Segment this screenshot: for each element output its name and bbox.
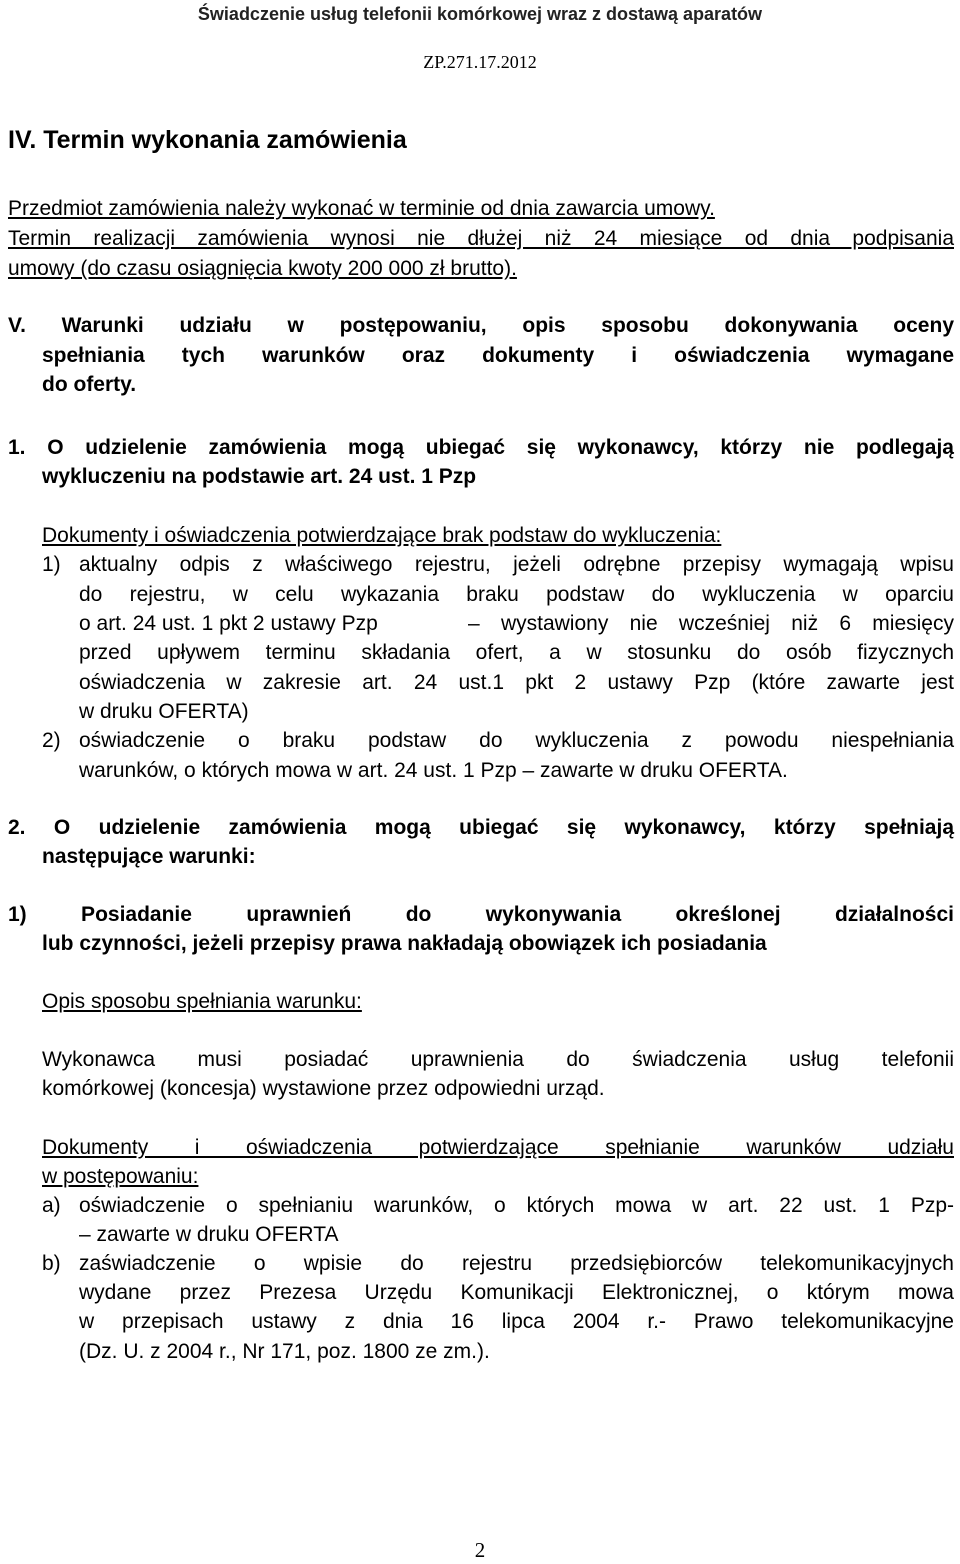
participation-docs-heading-line-1: Dokumenty i oświadczenia potwierdzające spełnianie warunków udziału — [42, 1136, 954, 1159]
list-marker: a) — [42, 1194, 61, 1217]
exclusion-item-2-line: warunków, o których mowa w art. 24 ust. 1 Pzp – zawarte w druku OFERTA. — [79, 759, 788, 782]
participation-docs-heading-line-2: w postępowaniu: — [42, 1165, 199, 1188]
section-iv-line-1: Przedmiot zamówienia należy wykonać w terminie od dnia zawarcia umowy. — [8, 197, 715, 220]
fulfilment-method-line-1: Wykonawca musi posiadać uprawnienia do świadczenia usług telefonii — [42, 1048, 954, 1071]
section-iv-line-2: Termin realizacji zamówienia wynosi nie dłużej niż 24 miesiące od dnia podpisania — [8, 227, 954, 250]
point-1-line-1: 1. O udzielenie zamówienia mogą ubiegać się wykonawcy, którzy nie podlegają — [8, 436, 954, 459]
page-number: 2 — [474, 1538, 486, 1562]
document-b-line: w przepisach ustawy z dnia 16 lipca 2004 r.- Prawo telekomunikacyjne — [79, 1310, 954, 1333]
list-marker: b) — [42, 1252, 61, 1275]
fulfilment-method-heading: Opis sposobu spełniania warunku: — [42, 990, 362, 1013]
exclusion-item-1-line: do rejestru, w celu wykazania braku podstaw do wykluczenia w oparciu — [79, 583, 954, 606]
exclusion-item-1-line-tail: – wystawiony nie wcześniej niż 6 miesięcy — [468, 612, 954, 635]
document-a-line: – zawarte w druku OFERTA — [79, 1223, 339, 1246]
point-1-line-2: wykluczeniu na podstawie art. 24 ust. 1 Pzp — [42, 465, 477, 488]
exclusion-item-1-line: o art. 24 ust. 1 pkt 2 ustawy Pzp — [79, 612, 378, 635]
document-b-line: wydane przez Prezesa Urzędu Komunikacji Elektronicznej, o którym mowa — [79, 1281, 954, 1304]
list-marker: 2) — [42, 729, 61, 752]
exclusion-item-1-line: w druku OFERTA) — [79, 700, 249, 723]
document-b-line: zaświadczenie o wpisie do rejestru przedsiębiorców telekomunikacyjnych — [79, 1252, 954, 1275]
condition-1-line-1: 1) Posiadanie uprawnień do wykonywania określonej działalności — [8, 903, 954, 926]
point-2-line-1: 2. O udzielenie zamówienia mogą ubiegać się wykonawcy, którzy spełniają — [8, 816, 954, 839]
condition-1-line-2: lub czynności, jeżeli przepisy prawa nakładają obowiązek ich posiadania — [42, 932, 767, 955]
exclusion-docs-heading: Dokumenty i oświadczenia potwierdzające brak podstaw do wykluczenia: — [42, 524, 722, 547]
section-iv-heading: IV. Termin wykonania zamówienia — [8, 126, 407, 154]
section-v-heading-line-1: V. Warunki udziału w postępowaniu, opis sposobu dokonywania oceny — [8, 314, 954, 337]
section-v-heading-line-2: spełniania tych warunków oraz dokumenty i oświadczenia wymagane — [42, 344, 954, 367]
running-title: Świadczenie usług telefonii komórkowej wraz z dostawą aparatów — [197, 4, 763, 24]
section-iv-line-3: umowy (do czasu osiągnięcia kwoty 200 000 zł brutto). — [8, 257, 517, 280]
document-a-line: oświadczenie o spełnianiu warunków, o których mowa w art. 22 ust. 1 Pzp- — [79, 1194, 954, 1217]
point-2-line-2: następujące warunki: — [42, 845, 256, 868]
section-v-heading-line-3: do oferty. — [42, 373, 137, 396]
exclusion-item-1-line: oświadczenia w zakresie art. 24 ust.1 pkt 2 ustawy Pzp (które zawarte jest — [79, 671, 954, 694]
exclusion-item-1-line: przed upływem terminu składania ofert, a w stosunku do osób fizycznych — [79, 641, 954, 664]
exclusion-item-1-line: aktualny odpis z właściwego rejestru, jeżeli odrębne przepisy wymagają wpisu — [79, 553, 954, 576]
exclusion-item-2-line: oświadczenie o braku podstaw do wykluczenia z powodu niespełniania — [79, 729, 954, 752]
reference-number: ZP.271.17.2012 — [423, 52, 537, 72]
list-marker: 1) — [42, 553, 61, 576]
document-b-line: (Dz. U. z 2004 r., Nr 171, poz. 1800 ze zm.). — [79, 1340, 490, 1363]
fulfilment-method-line-2: komórkowej (koncesja) wystawione przez odpowiedni urząd. — [42, 1077, 605, 1100]
